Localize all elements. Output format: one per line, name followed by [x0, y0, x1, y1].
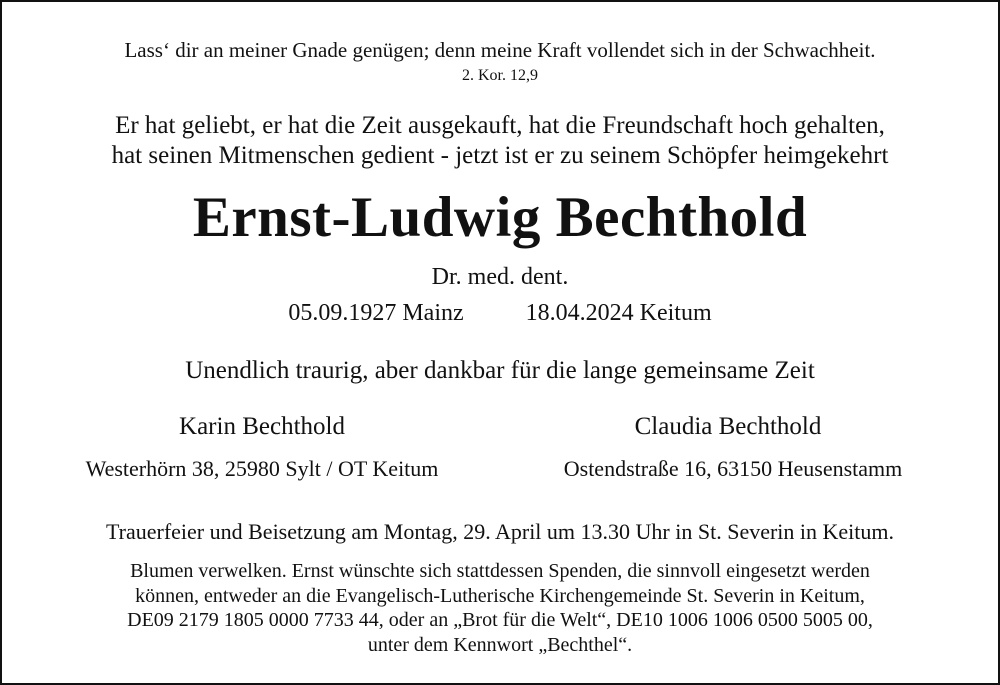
life-dates: [2, 300, 998, 327]
mourner-name: Karin Bechthold: [179, 413, 345, 440]
donation-line: Blumen verwelken. Ernst wünschte sich stattdessen Spenden, die sinnvoll eingesetzt werden: [130, 560, 870, 582]
donation-line: DE09 2179 1805 0000 7733 44, oder an „Brot für die Welt“, DE10 1006 1006 0500 5005 00,: [127, 609, 873, 631]
donation-request: [2, 559, 998, 657]
tribute-line-1: Er hat geliebt, er hat die Zeit ausgekauft, hat die Freundschaft hoch gehalten,: [115, 112, 885, 139]
mourner-address: Westerhörn 38, 25980 Sylt / OT Keitum: [85, 456, 439, 481]
funeral-service-info: Trauerfeier und Beisetzung am Montag, 29. April um 13.30 Uhr in St. Severin in Keitum.: [105, 519, 895, 544]
verse-reference: 2. Kor. 12,9: [462, 67, 538, 84]
birth-date: 05.09.1927 Mainz: [288, 300, 464, 326]
donation-line: können, entweder an die Evangelisch-Lutherische Kirchengemeinde St. Severin in Keitum,: [135, 584, 865, 607]
deceased-title: Dr. med. dent.: [431, 264, 569, 290]
death-date: 18.04.2024 Keitum: [525, 300, 712, 326]
deceased-name: Ernst-Ludwig Bechthold: [192, 186, 808, 249]
donation-line: unter dem Kennwort „Bechthel“.: [367, 633, 633, 656]
bible-verse: Lass‘ dir an meiner Gnade genügen; denn meine Kraft vollendet sich in der Schwachheit.: [124, 38, 876, 62]
tribute-line-2: hat seinen Mitmenschen gedient - jetzt ist er zu seinem Schöpfer heimgekehrt: [111, 142, 889, 169]
mourner-name: Claudia Bechthold: [634, 413, 822, 440]
mourner-address: Ostendstraße 16, 63150 Heusenstamm: [563, 456, 903, 481]
grief-line: Unendlich traurig, aber dankbar für die lange gemeinsame Zeit: [185, 357, 815, 384]
